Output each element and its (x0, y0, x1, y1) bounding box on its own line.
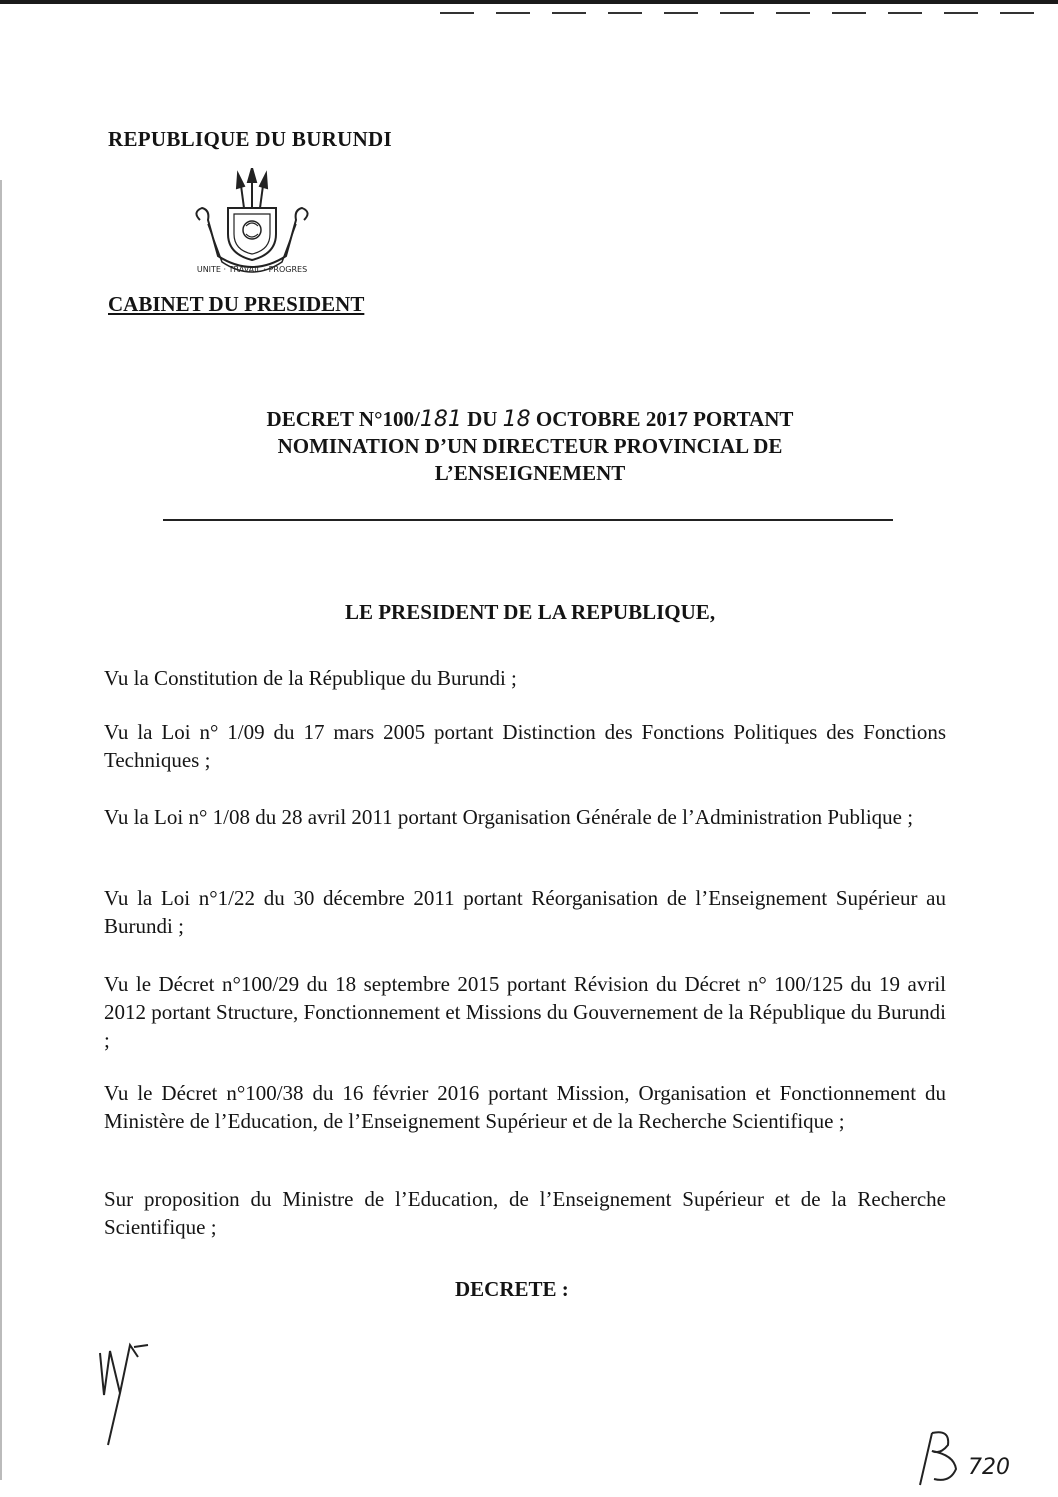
scan-edge-left (0, 180, 2, 1480)
office-name: CABINET DU PRESIDENT (108, 292, 365, 316)
decrete-heading: DECRETE : (455, 1277, 569, 1301)
title-line-2: NOMINATION D’UN DIRECTEUR PROVINCIAL DE (277, 434, 783, 458)
preamble-heading: LE PRESIDENT DE LA REPUBLIQUE, (344, 600, 716, 624)
country-name: REPUBLIQUE DU BURUNDI (108, 127, 392, 151)
considerant-paragraph: Vu la Loi n°1/22 du 30 décembre 2011 portant Réorganisation de l’Enseignement Supérieur au Burundi ; (104, 886, 946, 938)
handwritten-number: 181 (419, 407, 462, 432)
decree-title (150, 406, 910, 487)
initials-number: 720 (968, 1455, 1010, 1480)
svg-text:UNITE · TRAVAIL · PROGRES: UNITE · TRAVAIL · PROGRES (196, 265, 308, 274)
burundi-coat-of-arms-icon (188, 168, 316, 286)
scan-edge-dashes (440, 12, 1040, 14)
title-underline (163, 519, 893, 521)
considerant-paragraph: Sur proposition du Ministre de l’Education, de l’Enseignement Supérieur et de la Recherche Scientifique ; (104, 1187, 946, 1239)
considerant-paragraph: Vu le Décret n°100/29 du 18 septembre 2015 portant Révision du Décret n° 100/125 du 19 avril 2012 portant Structure, Fonctionnement et Missions du Gouvernement de la République du Burundi ; (104, 972, 946, 1052)
title-line-3: L’ENSEIGNEMENT (434, 461, 626, 485)
considerant-paragraph: Vu la Loi n° 1/08 du 28 avril 2011 portant Organisation Générale de l’Administration Publique ; (104, 805, 914, 829)
handwritten-day: 18 (502, 407, 531, 432)
title-line-1: DECRET N°100/181 DU 18 OCTOBRE 2017 PORTANT (266, 407, 794, 432)
considerant-paragraph: Vu le Décret n°100/38 du 16 février 2016 portant Mission, Organisation et Fonctionnement du Ministère de l’Education, de l’Enseignement Supérieur et de la Recherche Scientifique ; (104, 1081, 946, 1133)
initials-signature-left (90, 1335, 160, 1455)
considerant-paragraph: Vu la Constitution de la République du Burundi ; (104, 666, 517, 690)
scan-edge-top (0, 0, 1058, 4)
considerant-paragraph: Vu la Loi n° 1/09 du 17 mars 2005 portant Distinction des Fonctions Politiques des Fonctions Techniques ; (104, 720, 946, 772)
